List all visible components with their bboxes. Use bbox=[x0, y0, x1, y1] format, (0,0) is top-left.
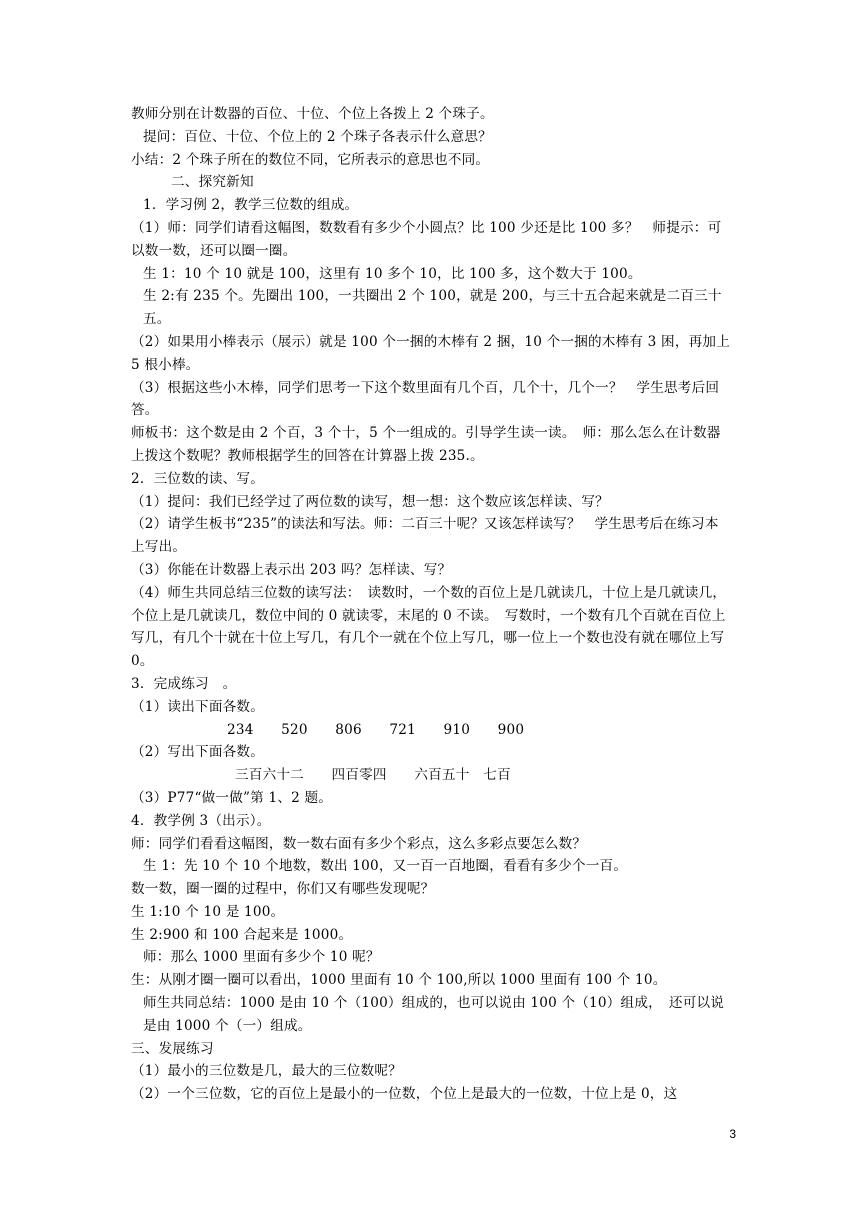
section-heading: 二、探究新知 bbox=[171, 174, 254, 191]
document-body bbox=[131, 103, 731, 1106]
paragraph: 生 2:有 235 个。先圈出 100，一共圈出 2 个 100，就是 200，与三十五合起来就是二百三十五。 bbox=[143, 288, 722, 328]
number-list: 234 520 806 721 910 900 bbox=[227, 721, 525, 738]
paragraph: （2）写出下面各数。 bbox=[131, 744, 264, 761]
paragraph: 师生共同总结：1000 是由 10 个（100）组成的，也可以说由 100 个（10）组成， 还可以说是由 1000 个（一）组成。 bbox=[143, 995, 725, 1034]
paragraph: （4）师生共同总结三位数的读写法： 读数时，一个数的百位上是几就读几，十位上是几就读几，个位上是几就读几，数位中间的 0 就读零，末尾的 0 不读。 写数时，一个数有几个百就在百位上写几，有几个十就在十位上写几，有几个一就在个位上写几，哪一位上一个数也没有就在哪位上写 0。 bbox=[131, 584, 727, 670]
paragraph: 生 1：先 10 个 10 个地数，数出 100，又一百一百地圈，看看有多少个一百。 bbox=[143, 858, 628, 875]
subsection-heading: 4．教学例 3（出示）。 bbox=[131, 812, 271, 829]
paragraph: 生 2:900 和 100 合起来是 1000。 bbox=[131, 926, 353, 943]
paragraph: 师板书：这个数是由 2 个百，3 个十，5 个一组成的。引导学生读一读。 师：那么怎么在计数器上拨这个数呢？教师根据学生的回答在计算器上拨 235.。 bbox=[131, 425, 721, 464]
paragraph: 小结：2 个珠子所在的数位不同，它所表示的意思也不同。 bbox=[131, 151, 490, 168]
paragraph: （3）你能在计数器上表示出 203 吗？怎样读、写？ bbox=[131, 561, 452, 578]
paragraph: （1）师：同学们请看这幅图，数数看有多少个小圆点？比 100 少还是比 100 多？ 师提示：可以数一数，还可以圈一圈。 bbox=[131, 219, 722, 259]
paragraph: 生 1:10 个 10 是 100。 bbox=[131, 903, 285, 920]
paragraph: （3）根据这些小木棒，同学们思考一下这个数里面有几个百，几个十，几个一？ 学生思考后回答。 bbox=[131, 379, 720, 419]
subsection-heading: 2．三位数的读、写。 bbox=[131, 470, 264, 487]
paragraph: 师：那么 1000 里面有多少个 10 呢？ bbox=[143, 949, 380, 966]
paragraph: 师：同学们看看这幅图，数一数右面有多少个彩点，这么多彩点要怎么数？ bbox=[131, 835, 587, 852]
paragraph: （1）读出下面各数。 bbox=[131, 698, 264, 715]
paragraph: 数一数，圈一圈的过程中，你们又有哪些发现呢？ bbox=[131, 881, 435, 898]
paragraph: （1）最小的三位数是几，最大的三位数呢？ bbox=[131, 1063, 402, 1080]
paragraph: （2）请学生板书“235”的读法和写法。师：二百三十呢？又该怎样读写？ 学生思考后在练习本上写出。 bbox=[131, 516, 719, 556]
paragraph: 1．学习例 2，教学三位数的组成。 bbox=[143, 197, 359, 214]
paragraph: 教师分别在计数器的百位、十位、个位上各拨上 2 个珠子。 bbox=[131, 106, 494, 122]
subsection-heading: 3．完成练习 。 bbox=[131, 675, 237, 692]
paragraph: 生 1：10 个 10 就是 100，这里有 10 多个 10，比 100 多，这个数大于 100。 bbox=[143, 265, 642, 282]
page-number: 3 bbox=[729, 1127, 736, 1141]
paragraph: （2）如果用小棒表示（展示）就是 100 个一捆的木棒有 2 捆，10 个一捆的木棒有 3 困，再加上 5 根小棒。 bbox=[131, 333, 731, 373]
paragraph: （2）一个三位数，它的百位上是最小的一位数，个位上是最大的一位数，十位上是 0，这 bbox=[131, 1086, 678, 1103]
number-words-list: 三百六十二 四百零四 六百五十 七百 bbox=[235, 767, 511, 784]
section-heading: 三、发展练习 bbox=[131, 1040, 214, 1057]
paragraph: （1）提问：我们已经学过了两位数的读写，想一想：这个数应该怎样读、写？ bbox=[131, 493, 609, 510]
paragraph: 提问：百位、十位、个位上的 2 个珠子各表示什么意思？ bbox=[143, 128, 492, 145]
paragraph: （3）P77“做一做”第 1、2 题。 bbox=[131, 789, 333, 806]
paragraph: 生：从刚才圈一圈可以看出，1000 里面有 10 个 100,所以 1000 里面有 100 个 10。 bbox=[131, 972, 667, 989]
